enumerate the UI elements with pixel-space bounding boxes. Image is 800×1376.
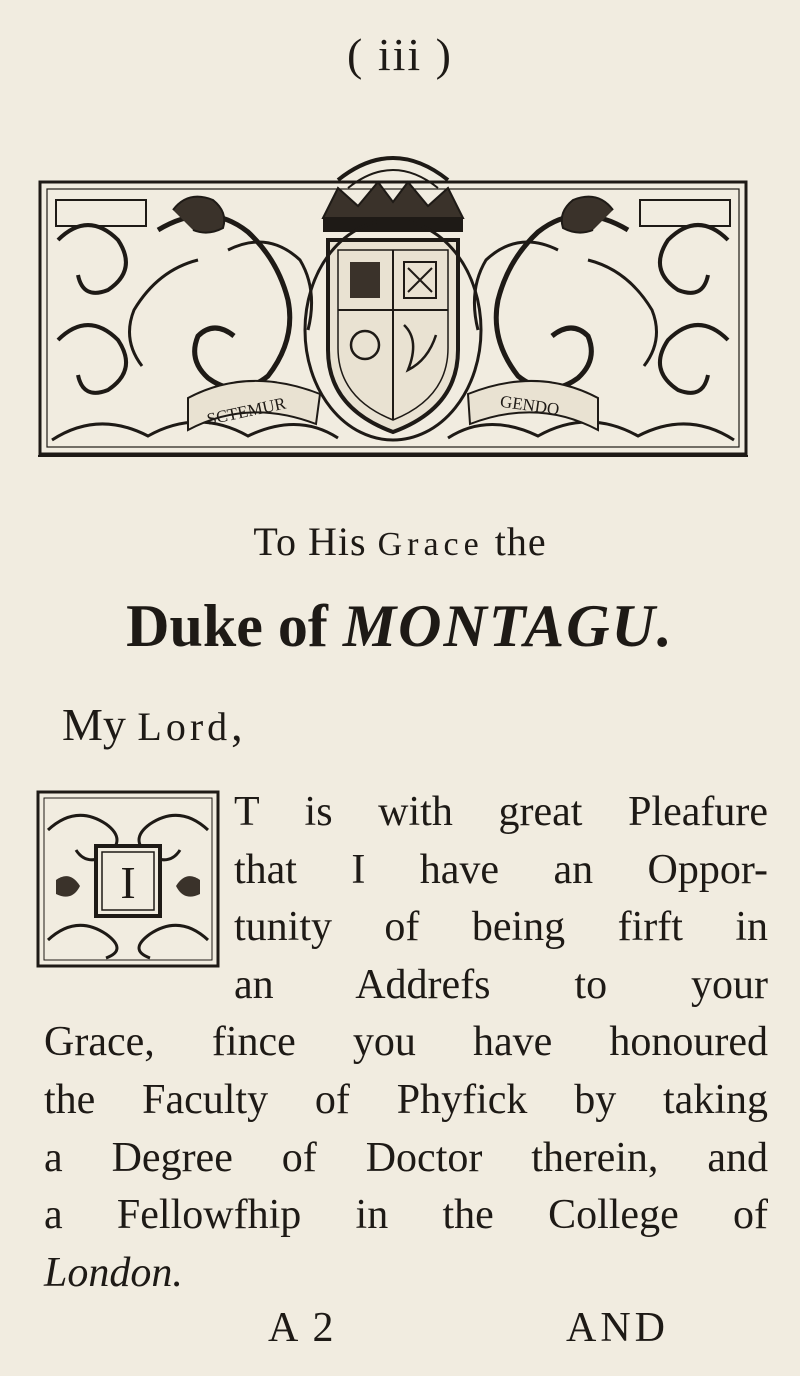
dedication-line-2 <box>0 592 800 661</box>
salutation <box>62 698 243 751</box>
body-line: London. <box>44 1249 183 1296</box>
dedication-line-1-prefix: To His <box>253 519 378 564</box>
armorial-headpiece-ornament-icon <box>38 140 748 458</box>
catchword: AND <box>566 1305 669 1351</box>
body-line: an Addrefs to your <box>234 961 768 1008</box>
motto-left: SCTEMUR <box>205 393 288 429</box>
body-line: that I have an Oppor- <box>234 846 768 893</box>
salutation-suffix: , <box>231 699 243 750</box>
body-line: tunity of being firft in <box>234 904 768 951</box>
body-line: a Fellowfhip in the College of <box>44 1192 768 1239</box>
body-line: T is with great Pleafure <box>234 789 768 835</box>
body-line: the Faculty of Phyfick by taking <box>44 1076 768 1123</box>
signature-mark: A 2 <box>268 1305 337 1351</box>
body-line: Grace, fince you have honoured <box>44 1019 768 1066</box>
salutation-caps: Lord <box>137 704 232 749</box>
dedication-body <box>44 784 768 1302</box>
page-number: ( iii ) <box>347 29 453 80</box>
dedication-line-1 <box>0 518 800 565</box>
salutation-prefix: My <box>62 699 138 750</box>
body-line: a Degree of Doctor therein, and <box>44 1134 768 1181</box>
motto-right: GENDO <box>498 391 561 419</box>
dedication-line-2-prefix: Duke of <box>126 593 343 659</box>
initial-letter: I <box>120 857 136 908</box>
dedication-line-1-suffix: the <box>483 519 547 564</box>
dedication-line-1-caps: Grace <box>377 526 484 563</box>
dedicatee-name: MONTAGU. <box>342 593 674 659</box>
